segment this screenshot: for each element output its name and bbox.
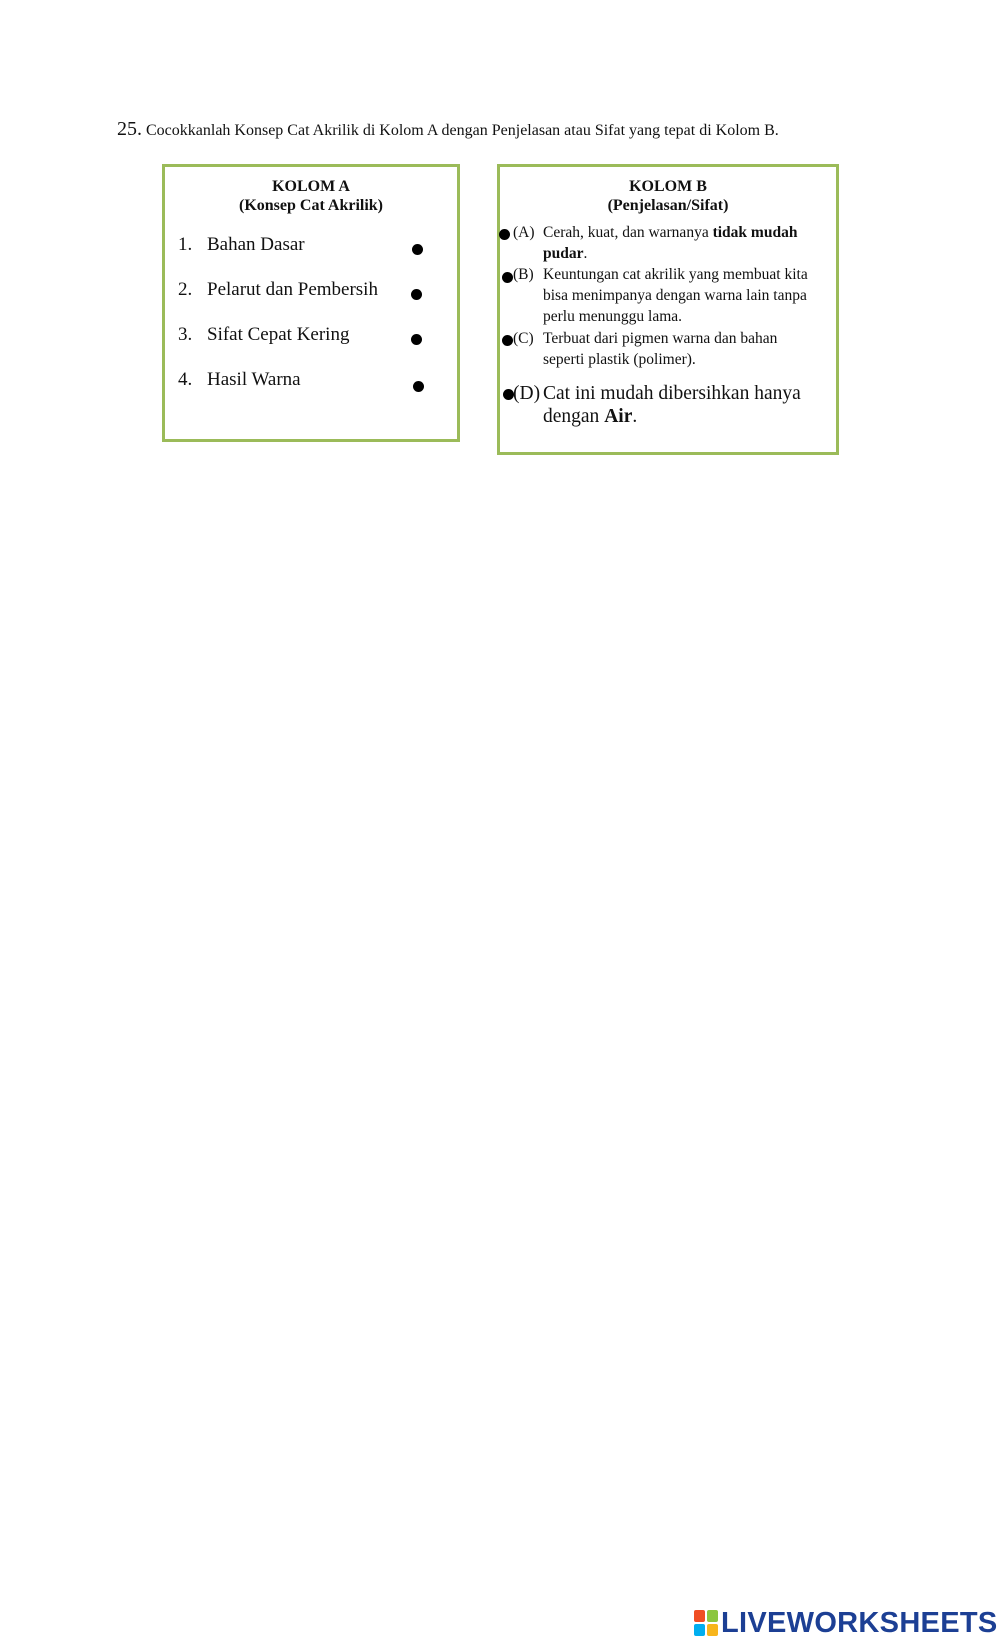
kolom-b-box <box>497 164 839 455</box>
kolom-a-box <box>162 164 460 442</box>
kolom-a-item-number: 4. <box>178 369 193 390</box>
kolom-b-title: KOLOM B <box>629 178 707 195</box>
kolom-b-item-text: Terbuat dari pigmen warna dan bahan seperti plastik (polimer). <box>543 330 778 368</box>
match-dot-a3[interactable] <box>411 334 422 345</box>
question-text: Cocokkanlah Konsep Cat Akrilik di Kolom A dengan Penjelasan atau Sifat yang tepat di Kolom B. <box>146 122 779 139</box>
kolom-a-title: KOLOM A <box>272 178 350 195</box>
kolom-a-item-label: Sifat Cepat Kering <box>207 324 350 345</box>
match-dot-a1[interactable] <box>412 244 423 255</box>
kolom-b-item-letter: (B) <box>513 266 534 283</box>
match-dot-a2[interactable] <box>411 289 422 300</box>
kolom-b-item-letter: (A) <box>513 224 535 241</box>
kolom-b-item-text: Cerah, kuat, dan warnanya tidak mudah pudar. <box>543 224 798 262</box>
kolom-a-item-label: Hasil Warna <box>207 369 301 390</box>
kolom-a-item <box>178 324 349 346</box>
kolom-a-subtitle: (Konsep Cat Akrilik) <box>238 197 383 214</box>
question-number: 25. <box>117 118 142 140</box>
match-dot-b-c[interactable] <box>502 335 513 346</box>
liveworksheets-logo-icon <box>694 1610 718 1636</box>
kolom-a-item-number: 2. <box>178 279 193 300</box>
kolom-b-item-letter: (C) <box>513 330 534 347</box>
kolom-a-item-number: 3. <box>178 324 193 345</box>
match-dot-a4[interactable] <box>413 381 424 392</box>
match-dot-b-b[interactable] <box>502 272 513 283</box>
kolom-a-item <box>178 234 305 256</box>
question <box>117 118 779 141</box>
kolom-b-item-text: Cat ini mudah dibersihkan hanya dengan Air. <box>543 383 801 427</box>
liveworksheets-logo <box>694 1608 998 1638</box>
match-dot-b-a[interactable] <box>499 229 510 240</box>
kolom-b-item-letter: (D) <box>513 383 541 404</box>
kolom-a-item-label: Pelarut dan Pembersih <box>207 279 378 300</box>
kolom-a-item <box>178 279 378 301</box>
kolom-a-item-number: 1. <box>178 234 193 255</box>
logo-text: LIVEWORKSHEETS <box>721 1606 998 1639</box>
kolom-a-item-label: Bahan Dasar <box>207 234 305 255</box>
kolom-a-item <box>178 369 301 391</box>
kolom-b-subtitle: (Penjelasan/Sifat) <box>607 197 729 214</box>
kolom-b-item-text: Keuntungan cat akrilik yang membuat kita bisa menimpanya dengan warna lain tanpa perlu menunggu lama. <box>543 266 808 325</box>
